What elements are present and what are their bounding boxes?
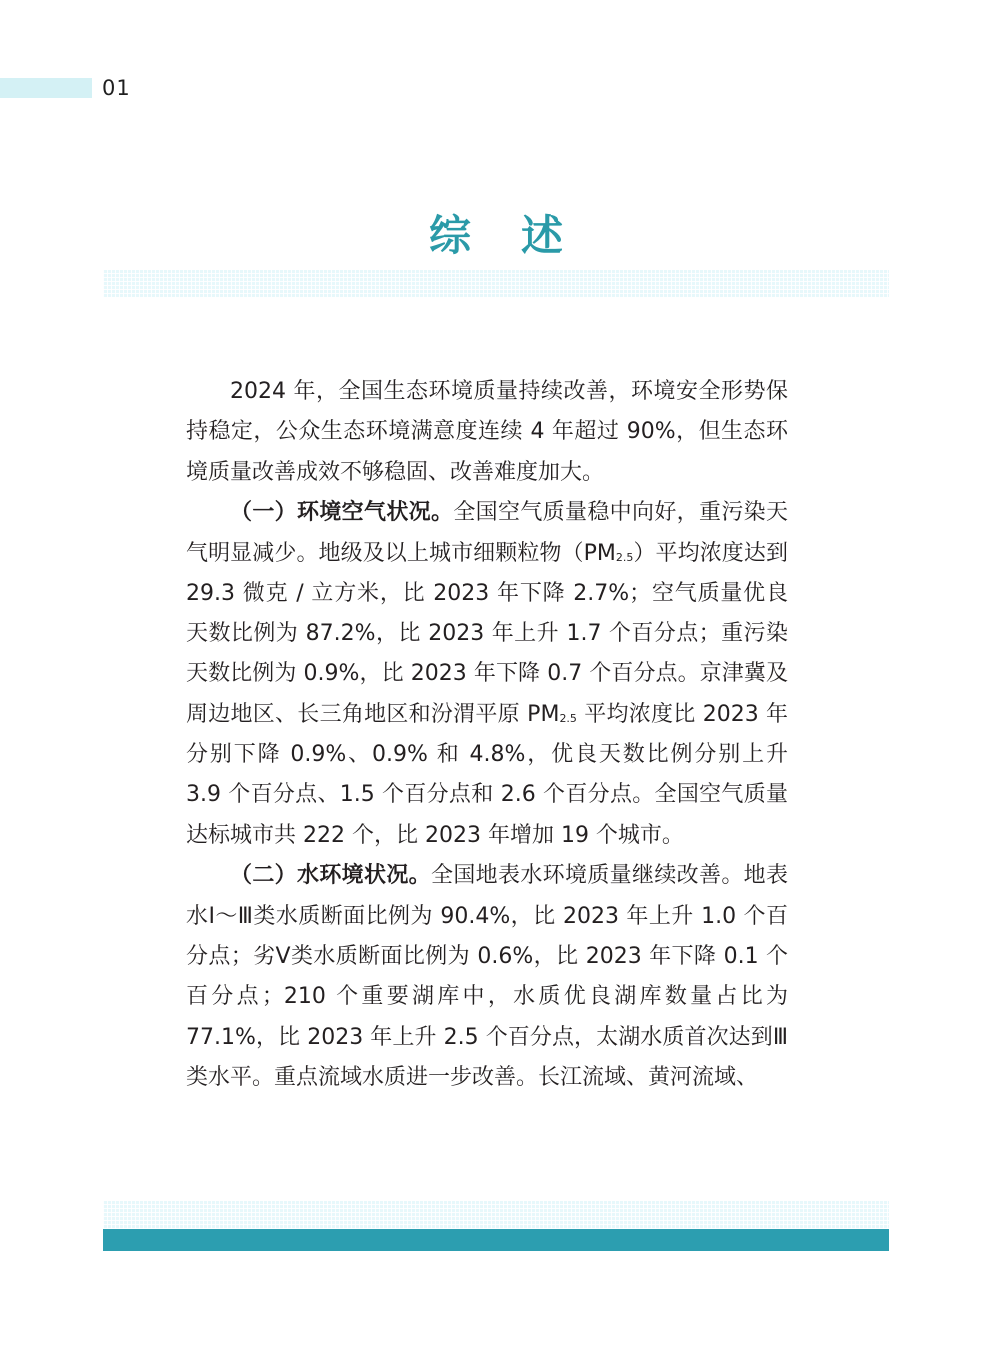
air-text-2: ）平均浓度达到 29.3 微克 / 立方米，比 2023 年下降 2.7%；空气质量优良天数比例为 87.2%，比 2023 年上升 1.7 个百分点；重污染天数比例为 0.9%，比 2023 年下降 0.7 个百分点。京津冀及周边地区、长三角地区和汾渭平原 PM [186, 540, 788, 727]
paragraph-air [186, 493, 788, 856]
body-text [186, 372, 788, 1098]
pm-subscript-2: 2.5 [559, 711, 577, 725]
page-number: 01 [102, 76, 131, 100]
title-decor-band [103, 270, 889, 297]
air-heading: （一）环境空气状况。 [230, 500, 454, 526]
footer-decor-band [103, 1201, 889, 1229]
footer-bar [103, 1229, 889, 1251]
paragraph-intro: 2024 年，全国生态环境质量持续改善，环境安全形势保持稳定，公众生态环境满意度连续 4 年超过 90%，但生态环境质量改善成效不够稳固、改善难度加大。 [186, 379, 788, 485]
pm-subscript-1: 2.5 [615, 550, 634, 564]
section-title: 综述 [428, 211, 613, 260]
air-text-1: 全国空气质量稳中向好，重污染天气明显减少。地级及以上城市细颗粒物（PM [186, 500, 788, 566]
page-number-tab [0, 78, 92, 98]
air-text-3: 平均浓度比 2023 年分别下降 0.9%、0.9% 和 4.8%，优良天数比例分别上升 3.9 个百分点、1.5 个百分点和 2.6 个百分点。全国空气质量达标城市共 222 个，比 2023 年增加 19 个城市。 [186, 701, 788, 848]
paragraph-water [186, 856, 788, 1098]
water-text: 全国地表水环境质量继续改善。地表水Ⅰ～Ⅲ类水质断面比例为 90.4%，比 2023 年上升 1.0 个百分点；劣Ⅴ类水质断面比例为 0.6%，比 2023 年下降 0.1 个百分点；210 个重要湖库中，水质优良湖库数量占比为 77.1%，比 2023 年上升 2.5 个百分点，太湖水质首次达到Ⅲ类水平。重点流域水质进一步改善。长江流域、黄河流域、 [186, 863, 788, 1090]
water-heading: （二）水环境状况。 [230, 863, 431, 889]
